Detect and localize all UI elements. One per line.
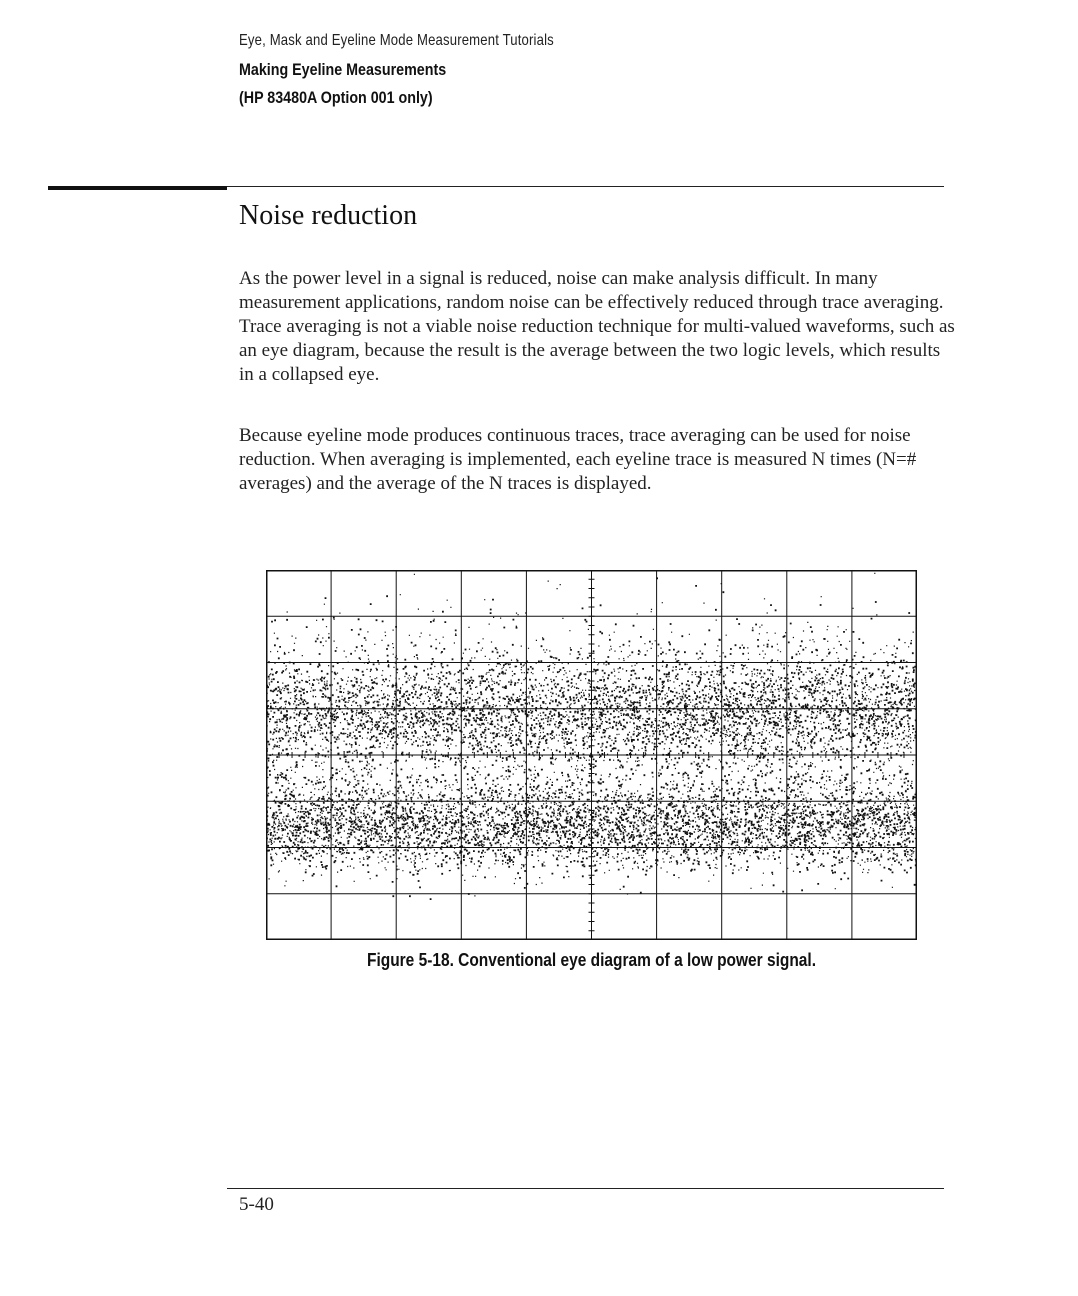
eye-diagram-plot bbox=[266, 570, 917, 940]
eye-diagram-graticule bbox=[266, 570, 917, 940]
eye-diagram-figure bbox=[266, 570, 917, 940]
running-header-chapter: Eye, Mask and Eyeline Mode Measurement Tutorials bbox=[239, 32, 554, 49]
page-number: 5-40 bbox=[239, 1194, 274, 1215]
body-paragraph-2: Because eyeline mode produces continuous traces, trace averaging can be used for noise reduction. When averaging is implemented, each eyeline trace is measured N times (N=# averages) and the average of the N traces is displayed. bbox=[239, 425, 917, 494]
figure-caption: Figure 5-18. Conventional eye diagram of a low power signal. bbox=[366, 950, 817, 970]
section-rule-thin bbox=[227, 186, 944, 187]
footer-rule bbox=[227, 1188, 944, 1189]
running-header-subsection: (HP 83480A Option 001 only) bbox=[239, 88, 433, 107]
body-paragraph-1: As the power level in a signal is reduced, noise can make analysis difficult. In many measurement applications, random noise can be effectively reduced through trace averaging. Trace averaging is not a viable noise reduction technique for multi-valued waveforms, such as an eye diagram, because the result is the average between the two logic levels, which results in a collapsed eye. bbox=[239, 268, 955, 385]
running-header-section: Making Eyeline Measurements bbox=[239, 60, 447, 79]
section-title: Noise reduction bbox=[239, 200, 418, 231]
section-rule-thick bbox=[48, 186, 227, 190]
